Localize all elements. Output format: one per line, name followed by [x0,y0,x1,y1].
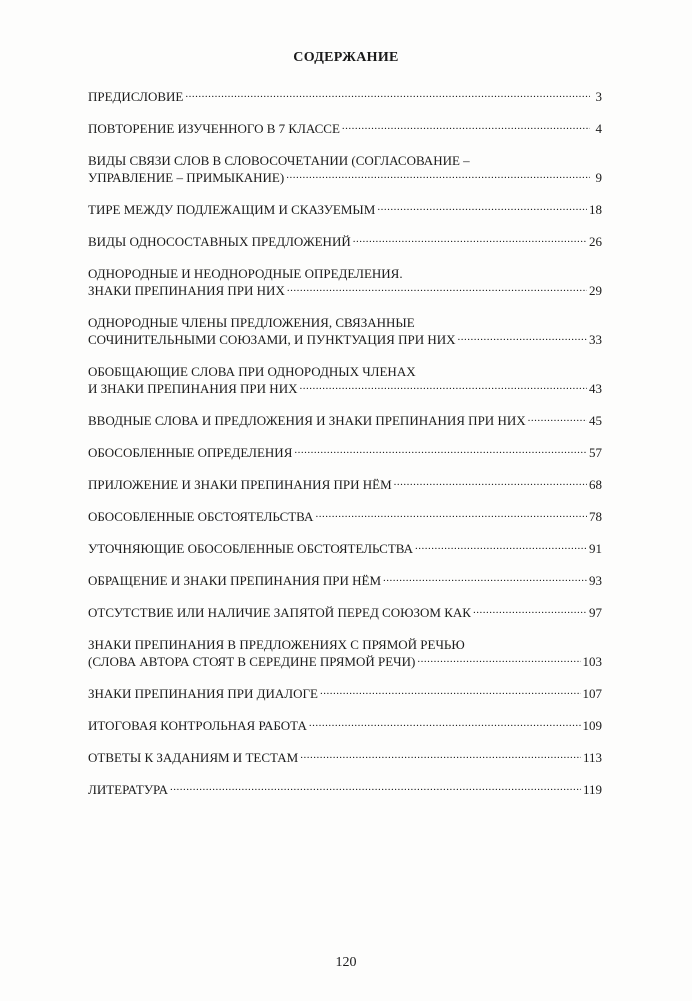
toc-entry-final-line [88,412,602,429]
dot-leader [185,88,590,101]
toc-entry [88,314,602,348]
dot-leader [294,444,587,457]
toc-entry-title: ПРЕДИСЛОВИЕ [88,89,184,104]
dot-leader [528,412,587,425]
toc-entry-title: ВИДЫ ОДНОСОСТАВНЫХ ПРЕДЛОЖЕНИЙ [88,234,351,249]
toc-entry-title: УПРАВЛЕНИЕ – ПРИМЫКАНИЕ) [88,170,285,185]
toc-entry-page: 3 [595,89,602,104]
toc-entry-page: 93 [589,573,602,588]
toc-entry [88,201,602,218]
toc-entry [88,152,602,186]
toc-entry-page: 113 [582,750,602,765]
toc-entry [88,572,602,589]
toc-entry-final-line [88,653,602,670]
toc-entry-final-line [88,717,602,734]
dot-leader [170,781,581,794]
toc-entry-title: ЛИТЕРАТУРА [88,782,168,797]
dot-leader [353,233,587,246]
toc-entry-page: 33 [589,332,602,347]
toc-entry-page: 29 [589,283,602,298]
toc-entry-page: 43 [589,381,602,396]
dot-leader [287,282,587,295]
toc-entry-final-line [88,88,602,105]
toc-entry [88,88,602,105]
toc-entry-title: ВВОДНЫЕ СЛОВА И ПРЕДЛОЖЕНИЯ И ЗНАКИ ПРЕПИНАНИЯ ПРИ НИХ [88,413,526,428]
toc-entry-title: ПОВТОРЕНИЕ ИЗУЧЕННОГО В 7 КЛАССЕ [88,121,340,136]
dot-leader [342,120,590,133]
toc-entry [88,120,602,137]
toc-entry-final-line [88,331,602,348]
toc-entry-line: ОБОБЩАЮЩИЕ СЛОВА ПРИ ОДНОРОДНЫХ ЧЛЕНАХ [88,364,416,379]
toc-entry-page: 103 [582,654,602,669]
dot-leader [394,476,587,489]
toc-entry-title: ОТВЕТЫ К ЗАДАНИЯМ И ТЕСТАМ [88,750,299,765]
toc-entry-title: ИТОГОВАЯ КОНТРОЛЬНАЯ РАБОТА [88,718,307,733]
toc-entry [88,604,602,621]
toc-entry [88,749,602,766]
dot-leader [286,169,590,182]
toc-entry [88,781,602,798]
dot-leader [320,685,581,698]
toc-entry-title: СОЧИНИТЕЛЬНЫМИ СОЮЗАМИ, И ПУНКТУАЦИЯ ПРИ НИХ [88,332,456,347]
toc-entry-final-line [88,572,602,589]
toc-entry [88,412,602,429]
page-number: 120 [335,955,357,970]
toc-entry-final-line [88,120,602,137]
toc-entry-title: ПРИЛОЖЕНИЕ И ЗНАКИ ПРЕПИНАНИЯ ПРИ НЁМ [88,477,392,492]
toc-entry-page: 26 [589,234,602,249]
toc-entry-page: 68 [589,477,602,492]
toc-entry-page: 107 [582,686,602,701]
toc-entry-final-line [88,380,602,397]
toc-entry-title: (СЛОВА АВТОРА СТОЯТ В СЕРЕДИНЕ ПРЯМОЙ РЕЧИ) [88,654,416,669]
toc-entry [88,265,602,299]
page-title: СОДЕРЖАНИЕ [293,50,399,65]
toc-entry-final-line [88,781,602,798]
dot-leader [299,380,587,393]
toc-entry-final-line [88,201,602,218]
toc-entry-page: 97 [589,605,602,620]
toc-entry [88,476,602,493]
toc-entry-line: ВИДЫ СВЯЗИ СЛОВ В СЛОВОСОЧЕТАНИИ (СОГЛАСОВАНИЕ – [88,153,470,168]
toc-entry-final-line [88,169,602,186]
toc-entry [88,233,602,250]
dot-leader [383,572,587,585]
toc-entry-page: 45 [589,413,602,428]
dot-leader [415,540,587,553]
toc-entry-final-line [88,444,602,461]
toc-entry [88,685,602,702]
toc-entry-page: 9 [595,170,602,185]
toc-entry-final-line [88,282,602,299]
toc-entry-title: ЗНАКИ ПРЕПИНАНИЯ ПРИ ДИАЛОГЕ [88,686,318,701]
toc-entry [88,540,602,557]
toc-entry-page: 4 [595,121,602,136]
toc-entry [88,717,602,734]
toc-entry-line: ЗНАКИ ПРЕПИНАНИЯ В ПРЕДЛОЖЕНИЯХ С ПРЯМОЙ РЕЧЬЮ [88,637,465,652]
toc-entry-line: ОДНОРОДНЫЕ ЧЛЕНЫ ПРЕДЛОЖЕНИЯ, СВЯЗАННЫЕ [88,315,415,330]
toc-entry-final-line [88,749,602,766]
toc-entry-final-line [88,476,602,493]
dot-leader [458,331,588,344]
toc-entry-title: ОБОСОБЛЕННЫЕ ОПРЕДЕЛЕНИЯ [88,445,293,460]
table-of-contents [88,88,602,813]
toc-entry-page: 57 [589,445,602,460]
toc-entry-title: ТИРЕ МЕЖДУ ПОДЛЕЖАЩИМ И СКАЗУЕМЫМ [88,202,376,217]
toc-entry-final-line [88,233,602,250]
toc-entry-page: 18 [589,202,602,217]
toc-entry-page: 78 [589,509,602,524]
toc-entry-title: ОБОСОБЛЕННЫЕ ОБСТОЯТЕЛЬСТВА [88,509,314,524]
toc-entry-page: 119 [582,782,602,797]
toc-entry-title: И ЗНАКИ ПРЕПИНАНИЯ ПРИ НИХ [88,381,298,396]
toc-entry [88,508,602,525]
toc-entry-final-line [88,540,602,557]
toc-entry-final-line [88,604,602,621]
toc-entry-title: ЗНАКИ ПРЕПИНАНИЯ ПРИ НИХ [88,283,285,298]
toc-entry-page: 109 [582,718,602,733]
dot-leader [315,508,587,521]
dot-leader [473,604,587,617]
dot-leader [300,749,581,762]
toc-entry [88,363,602,397]
dot-leader [309,717,581,730]
toc-entry [88,636,602,670]
dot-leader [377,201,587,214]
toc-entry-title: ОБРАЩЕНИЕ И ЗНАКИ ПРЕПИНАНИЯ ПРИ НЁМ [88,573,382,588]
toc-entry-final-line [88,685,602,702]
toc-entry-title: ОТСУТСТВИЕ ИЛИ НАЛИЧИЕ ЗАПЯТОЙ ПЕРЕД СОЮЗОМ КАК [88,605,471,620]
toc-entry-line: ОДНОРОДНЫЕ И НЕОДНОРОДНЫЕ ОПРЕДЕЛЕНИЯ. [88,266,403,281]
toc-entry-final-line [88,508,602,525]
toc-entry-page: 91 [589,541,602,556]
toc-entry-title: УТОЧНЯЮЩИЕ ОБОСОБЛЕННЫЕ ОБСТОЯТЕЛЬСТВА [88,541,414,556]
dot-leader [417,653,580,666]
toc-entry [88,444,602,461]
